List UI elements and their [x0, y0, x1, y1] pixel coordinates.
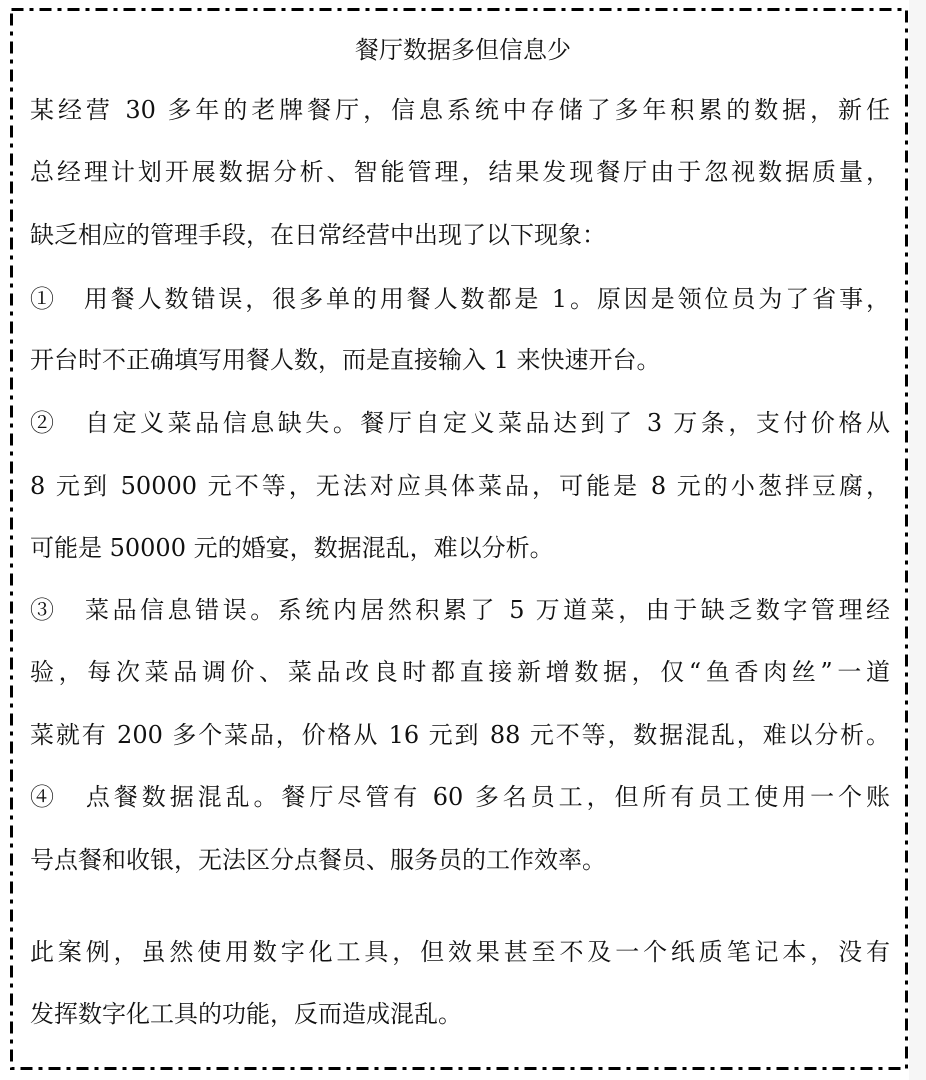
text-line: 某经营 30 多年的老牌餐厅，信息系统中存储了多年积累的数据，新任	[30, 96, 890, 124]
text-line: ① 用餐人数错误，很多单的用餐人数都是 1。原因是领位员为了省事，	[30, 285, 890, 313]
text-line: ④ 点餐数据混乱。餐厅尽管有 60 多名员工，但所有员工使用一个账	[30, 783, 890, 811]
text-line: ② 自定义菜品信息缺失。餐厅自定义菜品达到了 3 万条，支付价格从	[30, 409, 890, 437]
text-line: 发挥数字化工具的功能，反而造成混乱。	[30, 1000, 462, 1028]
text-line: 总经理计划开展数据分析、智能管理，结果发现餐厅由于忽视数据质量，	[30, 158, 890, 186]
text-line: 此案例，虽然使用数字化工具，但效果甚至不及一个纸质笔记本，没有	[30, 938, 890, 966]
case-title: 餐厅数据多但信息少	[355, 36, 571, 64]
text-line: ③ 菜品信息错误。系统内居然积累了 5 万道菜，由于缺乏数字管理经	[30, 596, 890, 624]
text-line: 验，每次菜品调价、菜品改良时都直接新增数据，仅“鱼香肉丝”一道	[30, 658, 890, 686]
text-line: 号点餐和收银，无法区分点餐员、服务员的工作效率。	[30, 846, 606, 874]
text-line: 菜就有 200 多个菜品，价格从 16 元到 88 元不等，数据混乱，难以分析。	[30, 721, 890, 749]
page-margin	[909, 0, 926, 1080]
text-line: 8 元到 50000 元不等，无法对应具体菜品，可能是 8 元的小葱拌豆腐，	[30, 472, 890, 500]
text-line: 可能是 50000 元的婚宴，数据混乱，难以分析。	[30, 534, 554, 562]
text-line: 开台时不正确填写用餐人数，而是直接输入 1 来快速开台。	[30, 346, 661, 374]
text-line: 缺乏相应的管理手段，在日常经营中出现了以下现象：	[30, 221, 606, 249]
